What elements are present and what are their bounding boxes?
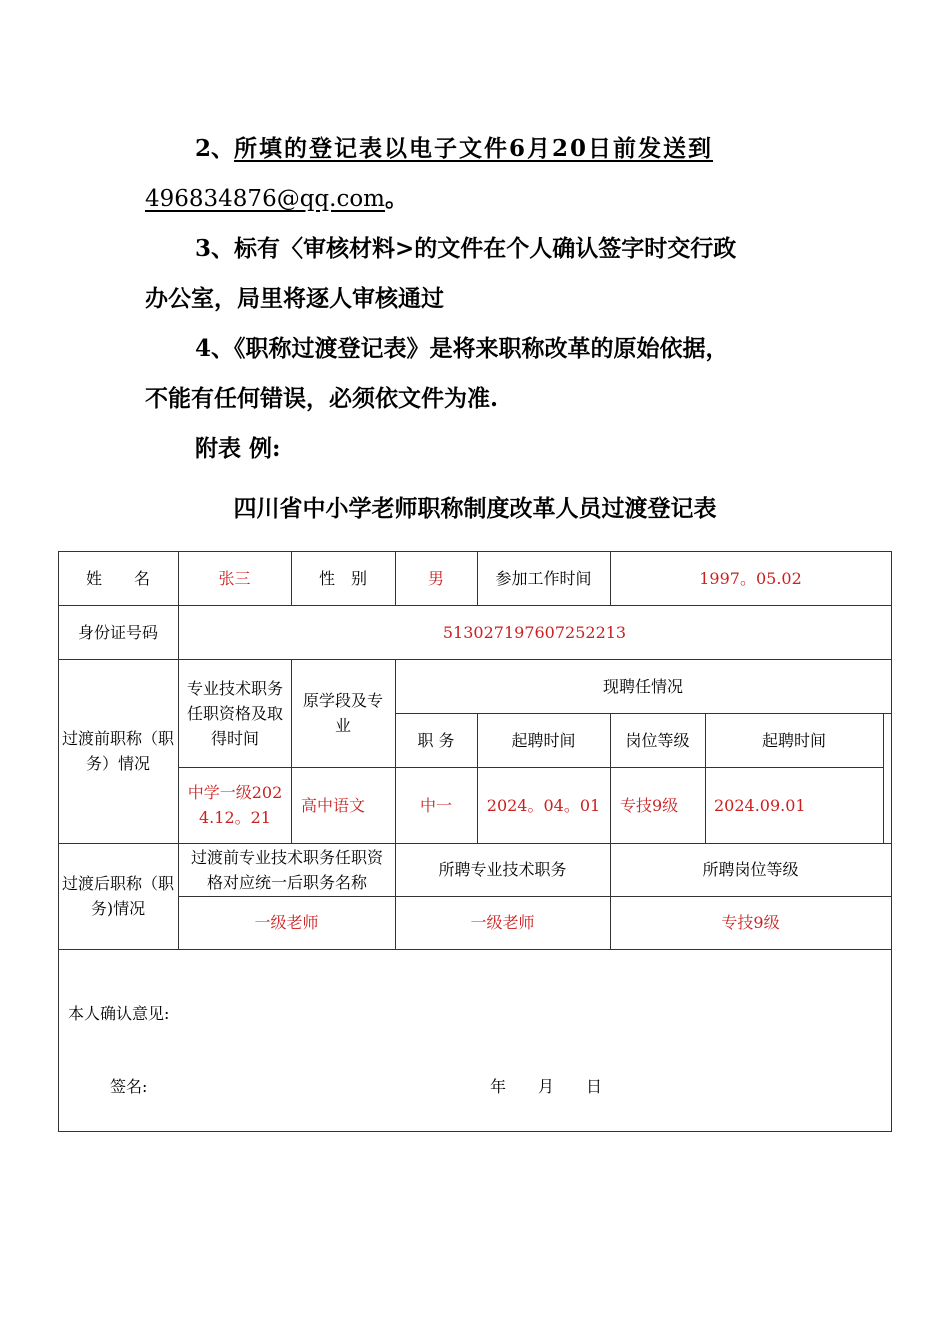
prof-qual-label: 专业技术职务任职资格及取得时间 <box>186 678 283 748</box>
paragraph-2-underlined-text: 所填的登记表以电子文件6月20日前发送到 <box>234 135 714 162</box>
hired-position-label: 所聘专业技术职务 <box>438 860 567 879</box>
position-label: 职 务 <box>417 730 455 750</box>
gender-value[interactable]: 男 <box>427 568 444 588</box>
date-label: 年 月 日 <box>490 1077 603 1096</box>
name-label: 姓 名 <box>85 568 150 588</box>
before-title-label: 过渡前职称（职务）情况 <box>62 729 175 773</box>
post-level-value[interactable]: 专技9级 <box>620 795 679 815</box>
prof-qual-value[interactable]: 中学一级2024.12。21 <box>187 783 283 827</box>
hired-position-value[interactable]: 一级老师 <box>470 913 535 932</box>
work-start-label: 参加工作时间 <box>495 568 592 588</box>
start-time-1-label: 起聘时间 <box>511 730 576 750</box>
corresponding-name-label: 过渡前专业技术职务任职资格对应统一后职务名称 <box>190 847 383 892</box>
table-border <box>58 1131 892 1132</box>
gender-label: 性 别 <box>318 568 367 588</box>
name-value[interactable]: 张三 <box>218 568 251 588</box>
signature-label: 签名: <box>110 1077 148 1096</box>
paragraph-4-line2: 不能有任何错误，必须依文件为准. <box>145 385 499 412</box>
orig-stage-value[interactable]: 高中语文 <box>301 795 366 815</box>
paragraph-2-line2 <box>145 187 408 211</box>
hired-level-value[interactable]: 专技9级 <box>721 913 780 932</box>
appendix-label: 附表 例: <box>195 435 281 462</box>
post-level-label: 岗位等级 <box>625 730 690 750</box>
paragraph-2-suffix: 。 <box>385 185 408 212</box>
position-value[interactable]: 中一 <box>419 795 452 815</box>
paragraph-2-line1 <box>195 137 713 160</box>
form-title: 四川省中小学老师职称制度改革人员过渡登记表 <box>233 495 717 522</box>
paragraph-3-line2: 办公室，局里将逐人审核通过 <box>145 285 444 312</box>
hired-level-label: 所聘岗位等级 <box>702 860 799 879</box>
start-time-2-label: 起聘时间 <box>761 730 826 750</box>
id-number-value[interactable]: 513027197607252213 <box>442 622 627 642</box>
start-time-2-value[interactable]: 2024.09.01 <box>714 795 806 815</box>
table-border <box>883 713 884 843</box>
confirm-opinion-label: 本人确认意见: <box>68 1004 170 1023</box>
start-time-1-value[interactable]: 2024。04。01 <box>486 795 601 815</box>
paragraph-4-line1: 4、《职称过渡登记表》是将来职称改革的原始依据， <box>195 335 729 362</box>
paragraph-2-prefix: 2、 <box>195 135 235 162</box>
table-border <box>891 551 892 1132</box>
work-start-value[interactable]: 1997。05.02 <box>699 568 802 588</box>
orig-stage-label: 原学段及专业 <box>302 691 383 735</box>
current-appointment-label: 现聘任情况 <box>602 676 683 696</box>
table-border <box>58 949 892 950</box>
id-number-label: 身份证号码 <box>77 622 158 642</box>
paragraph-3-line1: 3、标有〈审核材料>的文件在个人确认签字时交行政 <box>195 235 737 262</box>
corresponding-name-value[interactable]: 一级老师 <box>254 913 319 932</box>
email-link[interactable]: 496834876@qq.com <box>145 186 385 212</box>
after-title-label: 过渡后职称（职务)情况 <box>62 874 175 918</box>
